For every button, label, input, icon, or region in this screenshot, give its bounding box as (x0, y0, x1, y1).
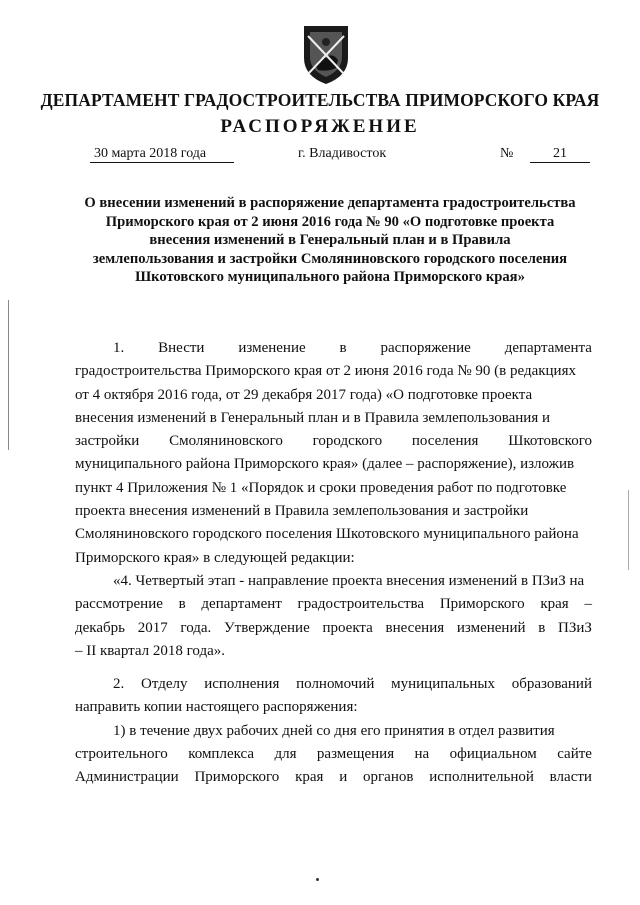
text-word: поселения (411, 433, 479, 450)
quote-block (75, 570, 592, 663)
paragraph-2 (75, 673, 592, 720)
document-city: г. Владивосток (298, 146, 387, 161)
text-word: проекта внесения изменений в Правила землепользования и застройки (75, 503, 529, 520)
text-word: года. (180, 619, 212, 636)
text-word: городского (312, 433, 383, 450)
department-name: ДЕПАРТАМЕНТ ГРАДОСТРОИТЕЛЬСТВА ПРИМОРСКОГО КРАЯ (40, 90, 600, 110)
document-date: 30 марта 2018 года (90, 146, 234, 163)
text-word: Приморского (439, 596, 525, 613)
document-number: 21 (530, 146, 590, 163)
text-word: – (584, 596, 592, 613)
text-word: Приморского (194, 769, 280, 786)
text-word: пункт 4 Приложения № 1 «Порядок и сроки проведения работ по подготовке (75, 479, 567, 496)
subitem-1 (75, 720, 592, 790)
text-word: образований (511, 676, 592, 693)
text-word: декабрь (75, 619, 125, 636)
text-word: исполнения (204, 676, 280, 693)
scan-edge-mark (628, 490, 629, 570)
text-word: размещения (316, 746, 395, 763)
text-line (75, 696, 592, 719)
text-line (75, 617, 592, 640)
text-word: градостроительства (297, 596, 425, 613)
text-line (75, 766, 592, 789)
text-word: в (538, 619, 546, 636)
text-word: застройки (75, 433, 140, 450)
text-word: Администрации (75, 769, 179, 786)
heading-line: землепользования и застройки Смоляниновского городского поселения (92, 250, 568, 267)
text-word: на (414, 746, 430, 763)
coat-of-arms-icon (296, 22, 356, 86)
text-word: сайте (557, 746, 592, 763)
number-sign: № (500, 146, 514, 161)
text-word: муниципальных (391, 676, 495, 693)
text-word: – II квартал 2018 года». (75, 642, 226, 659)
text-word: Смоляниновского (169, 433, 283, 450)
text-word: «4. Четвертый этап - направление проекта внесения изменений в ПЗиЗ на (113, 572, 585, 589)
text-word: муниципального района Приморского края» (далее – распоряжение), изложив (75, 456, 575, 473)
text-word: распоряжение (380, 340, 471, 356)
text-word: Отделу (141, 676, 188, 693)
heading-line: Шкотовского муниципального района Приморского края» (135, 269, 525, 285)
heading-line: внесения изменений в Генеральный план и в Правила (149, 232, 511, 248)
document-heading (70, 194, 590, 287)
document-body (75, 337, 592, 790)
text-word: Внести (158, 340, 205, 356)
text-line (75, 407, 592, 430)
text-line (75, 430, 592, 453)
text-word: края (540, 596, 569, 613)
text-word: изменение (238, 340, 306, 356)
text-word: в (178, 596, 186, 613)
text-line (75, 477, 592, 500)
text-word: для (274, 746, 297, 763)
text-word: от 4 октября 2016 года, от 29 декабря 2017 года) «О подготовке проекта (75, 386, 533, 403)
text-line (75, 337, 592, 360)
document-type: РАСПОРЯЖЕНИЕ (220, 116, 420, 137)
text-line (75, 640, 592, 663)
text-word: власти (549, 769, 592, 786)
text-word: направить копии настоящего распоряжения: (75, 699, 358, 716)
text-line (75, 384, 592, 407)
text-word: проекта (322, 619, 373, 636)
scan-edge-mark (8, 300, 9, 450)
text-line (75, 360, 592, 383)
text-word: полномочий (296, 676, 375, 693)
text-word: Смоляниновского городского поселения Шкотовского муниципального района (75, 526, 579, 543)
text-word: строительного (75, 746, 168, 763)
text-word: градостроительства Приморского края от 2 июня 2016 года № 90 (в редакциях (75, 363, 576, 380)
paragraph-1 (75, 337, 592, 570)
text-word: органов (363, 769, 414, 786)
text-word: Приморского края» в следующей редакции: (75, 549, 355, 566)
text-word: и (339, 769, 348, 786)
text-word: департамент (201, 596, 282, 613)
heading-line: Приморского края от 2 июня 2016 года № 90 «О подготовке проекта (105, 213, 555, 230)
text-line (75, 593, 592, 616)
heading-line: О внесении изменений в распоряжение департамента градостроительства (84, 195, 576, 211)
text-word: Утверждение (224, 619, 310, 636)
text-word: ПЗиЗ (558, 619, 592, 636)
text-line (75, 673, 592, 696)
text-word: в (339, 340, 347, 356)
text-word: внесения изменений в Генеральный план и в Правила землепользования и (75, 409, 550, 426)
text-word: изменений (456, 619, 526, 636)
text-line (75, 500, 592, 523)
text-word: 2017 (137, 619, 168, 636)
text-word: 2. (113, 676, 125, 693)
text-word: внесения (385, 619, 445, 636)
text-word: 1. (113, 340, 125, 356)
text-line (75, 720, 592, 743)
text-word: комплекса (188, 746, 255, 763)
text-word: рассмотрение (75, 596, 163, 613)
text-line (75, 743, 592, 766)
text-word: исполнительной (429, 769, 534, 786)
text-line (75, 453, 592, 476)
text-word: края (295, 769, 324, 786)
scan-dot (316, 878, 319, 881)
text-word: официальном (449, 746, 537, 763)
text-word: 1) в течение двух рабочих дней со дня его принятия в отдел развития (113, 722, 555, 739)
text-word: Шкотовского (508, 433, 592, 450)
text-word: департамента (504, 340, 592, 356)
text-line (75, 547, 592, 570)
text-line (75, 523, 592, 546)
text-line (75, 570, 592, 593)
